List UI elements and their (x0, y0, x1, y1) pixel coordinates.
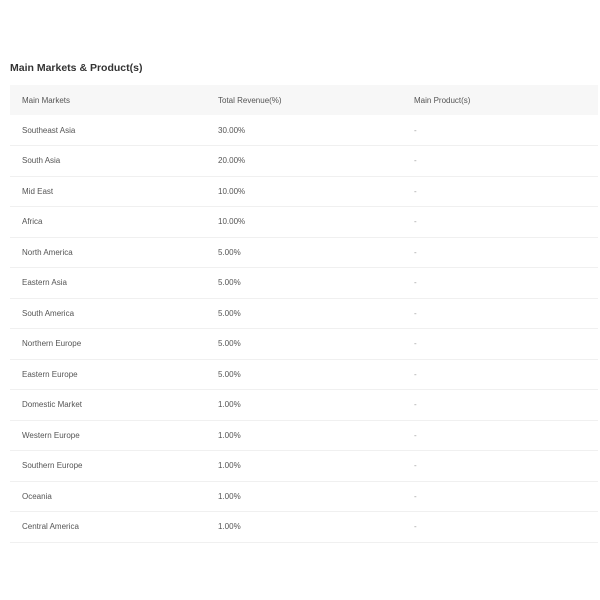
table-row (10, 268, 598, 299)
market-name: Southern Europe (22, 461, 83, 471)
main-product: - (414, 217, 417, 227)
market-name: Central America (22, 522, 79, 532)
main-product: - (414, 522, 417, 532)
revenue-percent: 5.00% (218, 278, 241, 288)
main-product: - (414, 186, 417, 196)
table-header-row (10, 85, 598, 115)
main-product: - (414, 339, 417, 349)
main-product: - (414, 461, 417, 471)
market-name: Oceania (22, 491, 52, 501)
revenue-percent: 10.00% (218, 186, 246, 196)
main-product: - (414, 278, 417, 288)
header-main-markets: Main Markets (22, 95, 71, 105)
header-total-revenue: Total Revenue(%) (218, 95, 282, 105)
table-row (10, 237, 598, 268)
market-name: Eastern Europe (22, 369, 78, 379)
revenue-percent: 30.00% (218, 125, 246, 135)
table-row (10, 512, 598, 543)
table-row (10, 359, 598, 390)
main-product: - (414, 369, 417, 379)
market-name: Western Europe (22, 430, 80, 440)
table-row (10, 207, 598, 238)
table-row (10, 390, 598, 421)
revenue-percent: 5.00% (218, 339, 241, 349)
table-row (10, 176, 598, 207)
revenue-percent: 20.00% (218, 156, 246, 166)
main-product: - (414, 400, 417, 410)
table-row (10, 420, 598, 451)
revenue-percent: 5.00% (218, 369, 241, 379)
table-row (10, 298, 598, 329)
market-name: Mid East (22, 186, 54, 196)
market-name: South Asia (22, 156, 61, 166)
market-name: Eastern Asia (22, 278, 67, 288)
main-product: - (414, 430, 417, 440)
table-row (10, 451, 598, 482)
main-product: - (414, 308, 417, 318)
revenue-percent: 5.00% (218, 308, 241, 318)
main-product: - (414, 156, 417, 166)
main-markets-section (10, 60, 600, 532)
markets-table-container (10, 85, 600, 543)
market-name: South America (22, 308, 75, 318)
main-product: - (414, 247, 417, 257)
header-main-products: Main Product(s) (414, 95, 471, 105)
table-row (10, 329, 598, 360)
market-name: Southeast Asia (22, 125, 76, 135)
table-row (10, 146, 598, 177)
table-row (10, 115, 598, 146)
table-row (10, 481, 598, 512)
revenue-percent: 1.00% (218, 430, 241, 440)
revenue-percent: 1.00% (218, 522, 241, 532)
revenue-percent: 10.00% (218, 217, 246, 227)
market-name: Africa (22, 217, 43, 227)
main-product: - (414, 491, 417, 501)
main-product: - (414, 125, 417, 135)
section-title: Main Markets & Product(s) (10, 62, 143, 74)
markets-table (10, 85, 598, 543)
market-name: Domestic Market (22, 400, 83, 410)
revenue-percent: 1.00% (218, 461, 241, 471)
market-name: Northern Europe (22, 339, 82, 349)
revenue-percent: 1.00% (218, 400, 241, 410)
revenue-percent: 5.00% (218, 247, 241, 257)
revenue-percent: 1.00% (218, 491, 241, 501)
market-name: North America (22, 247, 73, 257)
